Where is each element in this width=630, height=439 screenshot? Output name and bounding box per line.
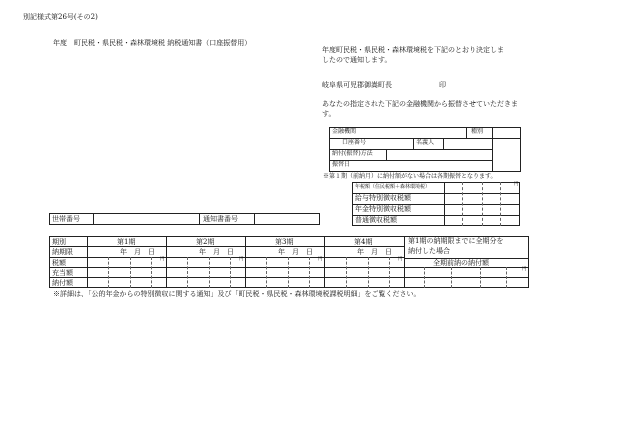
payment-method-label: 納付(振替)方法 <box>332 150 373 157</box>
period-3-tax-yen: 円 <box>318 257 323 262</box>
financial-institution-label: 金融機関 <box>332 128 357 135</box>
annual-tax-label: 年税額（住民税額＋森林環境税） <box>355 184 431 190</box>
first-period-note: ※第１期（前納月）に納付額がない場合は各期振替となります。 <box>323 173 497 180</box>
tax-amount-label: 税額 <box>52 259 66 267</box>
ordinary-tax-label: 普通徴収税額 <box>355 216 397 224</box>
account-holder-label: 名義人 <box>416 139 435 146</box>
notice-text-line2: したので通知します。 <box>322 56 392 64</box>
period-4-due-date: 年 月 日 <box>357 248 392 256</box>
period-2-header: 第2期 <box>196 238 215 246</box>
period-3-due-date: 年 月 日 <box>278 248 313 256</box>
period-3-header: 第3期 <box>275 238 294 246</box>
lump-sum-text-line2: 納付した場合 <box>408 247 450 255</box>
document-title: 年度 町民税・県民税・森林環境税 納税通知書（口座振替用） <box>53 39 252 47</box>
issuer-name: 岐阜県可児郡御嵩町長 <box>322 81 392 89</box>
household-number-label: 世帯番号 <box>52 215 80 223</box>
notice-number-label: 通知書番号 <box>203 215 238 223</box>
annual-tax-yen: 円 <box>514 182 519 187</box>
period-2-tax-yen: 円 <box>239 257 244 262</box>
period-1-tax-yen: 円 <box>160 257 165 262</box>
period-label: 期別 <box>52 238 66 246</box>
period-1-header: 第1期 <box>117 238 136 246</box>
period-4-tax-yen: 円 <box>398 257 403 262</box>
official-seal-mark: 印 <box>439 81 446 89</box>
lump-sum-text-line1: 第1期の納期限までに全期分を <box>408 237 504 245</box>
period-4-header: 第4期 <box>354 238 373 246</box>
lump-sum-label: 全期前納の納付額 <box>433 259 489 267</box>
transfer-text-line2: す。 <box>322 110 336 118</box>
footer-note: ※詳細は、「公的年金からの特別徴収に関する通知」及び「町民税・県民税・森林環境税課税明細」をご覧ください。 <box>53 290 421 298</box>
period-2-due-date: 年 月 日 <box>199 248 234 256</box>
period-1-due-date: 年 月 日 <box>120 248 155 256</box>
pension-special-label: 年金特別徴収税額 <box>355 205 411 213</box>
account-number-label: 口座番号 <box>342 139 367 146</box>
account-type-label: 種別 <box>471 128 484 135</box>
form-number: 別記様式第26号(その2) <box>23 13 98 21</box>
salary-special-label: 給与特別徴収税額 <box>355 194 411 202</box>
transfer-date-label: 振替日 <box>332 161 351 168</box>
lump-sum-yen: 円 <box>522 267 527 272</box>
transfer-text-line1: あなたの指定された下記の金融機関から振替させていただきま <box>322 100 518 108</box>
due-date-label: 納期限 <box>52 248 73 256</box>
applied-amount-label: 充当額 <box>52 269 73 277</box>
notice-text-line1: 年度町民税・県民税・森林環境税を下記のとおり決定しま <box>322 46 504 54</box>
payment-amount-label: 納付額 <box>52 279 73 287</box>
